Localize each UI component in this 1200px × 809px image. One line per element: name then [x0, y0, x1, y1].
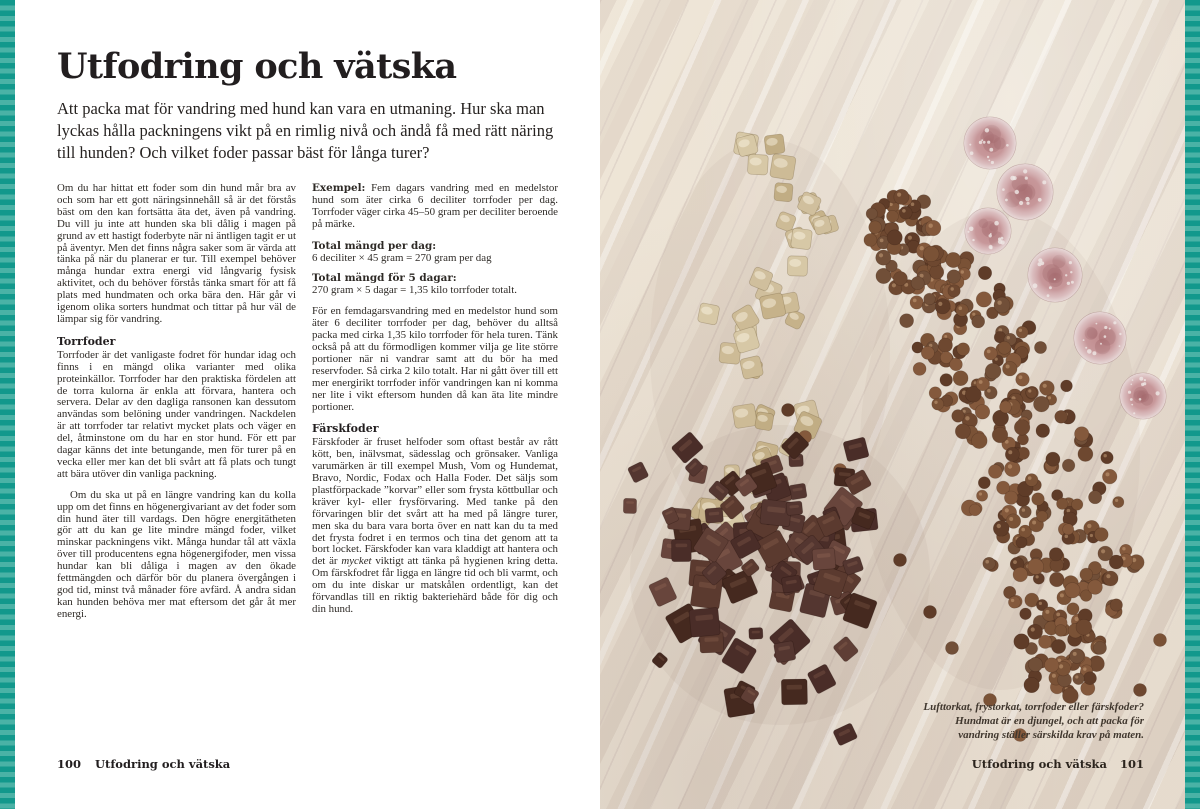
body-paragraph-5-emphasis: mycket	[341, 555, 372, 568]
total-for-trip-block	[312, 273, 558, 297]
right-page-number: 101	[1119, 757, 1144, 771]
caption-line-1: Lufttorkat, frystorkat, torrfoder eller färskfoder?	[923, 701, 1144, 713]
total-for-trip-label: Total mängd för 5 dagar:	[312, 272, 457, 285]
intro-paragraph: Att packa mat för vandring med hund kan vara en utmaning. Hur ska man lyckas hålla packningens vikt på en rimlig nivå och ändå få med rätt näring till hunden? Och vilket foder passar bäst för långa turer?	[57, 99, 554, 162]
dog-food-illustration	[600, 0, 1185, 809]
left-page-number: 100	[57, 757, 82, 771]
total-for-trip-value: 270 gram × 5 dagar = 1,35 kilo torrfoder totalt.	[312, 284, 517, 297]
total-per-day-block	[312, 241, 558, 265]
left-page-footer	[57, 757, 230, 771]
caption-line-2: Hundmat är en djungel, och att packa för	[955, 714, 1144, 727]
caption-line-3: vandring ställer särskilda krav på maten.	[958, 728, 1144, 741]
photo-caption	[844, 701, 1144, 742]
body-paragraph-1: Om du har hittat ett foder som din hund mår bra av och som har ett gott näringsinnehåll så är det förstås bäst om den kan fortsätta äta det, även på vandring. Du vill ju inte att hunden ska bli dålig i magen på grund av ett hastigt foderbyte när ni äntligen tagit er ut på äventyr. Men det finns några saker som är värda att tänka på när du planerar er tur. Till exempel behöver många hundar extra energi vid långvarig fysisk aktivitet, och du behöver förstås tänka smart för att få plats med hundmaten och orka bära den. Här går vi igenom olika sorters hundmat och tittar på hur väl de lämpar sig för vandring.	[57, 182, 296, 325]
body-paragraph-5-pre: Färskfoder är fruset helfoder som oftast består av rått kött, ben, inälvsmat, sädesslag och grönsaker. Vanliga varumärken är till exempel Mush, Vom og Hundemat, Bravo, Nordic, Fodax och Halla Foder. Det säljs som plastförpackade ”korvar” eller som frysta köttbullar och kräver kyl- eller frysförvaring. Med tanke på den förvaringen blir det svårt att ha med på längre turer, men ska du bara vara borta över en natt kan du ta med det frysta fodret i en termos och tina det genom att ta bort locket. Färskfoder kan vara kladdigt att hantera och det är	[312, 436, 558, 568]
section-heading-torrfoder: Torrfoder	[57, 334, 116, 348]
body-paragraph-5-post: viktigt att tänka på hygienen kring detta. Om färskfodret får ligga en längre tid och bli varmt, och om du inte diskar ur matskålen ordentligt, kan det förvandlas till en riktig bakteriehärd både för dig och din hund.	[312, 555, 558, 615]
left-page	[15, 0, 600, 809]
total-per-day-label: Total mängd per dag:	[312, 239, 437, 252]
right-page-footer	[972, 757, 1144, 771]
body-paragraph-4: För en femdagarsvandring med en medelstor hund som äter 6 deciliter torrfoder per dag, behöver du alltså packa med cirka 1,35 kilo torrfoder för hela turen. Tänk också på att du förmodligen kommer vilja ge lite större portioner när ni vandrar samt att du bör ha med reservfoder. Så cirka 2 kilo totalt. Har ni gått över till ett mer energirikt torrfoder inför vandringen kan ni komma ner lite i vikt eftersom hunden då kan äta lite mindre portioner.	[312, 305, 558, 413]
section-heading-farskfoder: Färskfoder	[312, 422, 379, 436]
body-paragraph-2: Torrfoder är det vanligaste fodret för hundar idag och finns i en mängd olika varianter med olika proteinkällor. Torrfoder har den praktiska fördelen att de torra kulorna är enkla att förvara, hantera och servera. Delar av den dagliga ransonen kan dessutom användas som belöning under vandringen. Nackdelen är att torrfoder tar relativt mycket plats och väger en del, åtminstone om du har en stor hund. För ett par dagar känns det inte betungande, men för turer på en vecka eller mer kan det bli svårt att få plats och tungt att bära utöver din vanliga packning.	[57, 348, 296, 480]
dog-food-photo	[600, 0, 1185, 809]
page-title: Utfodring och vätska	[57, 46, 457, 87]
right-chapter-title: Utfodring och vätska	[971, 757, 1107, 771]
text-column-2	[312, 183, 558, 616]
example-paragraph	[312, 183, 558, 231]
body-paragraph-5	[312, 437, 558, 616]
right-border-stripes	[1185, 0, 1200, 809]
text-column-1	[57, 183, 296, 621]
left-chapter-title: Utfodring och vätska	[95, 757, 231, 771]
total-per-day-value: 6 deciliter × 45 gram = 270 gram per dag	[312, 251, 492, 264]
example-text: Fem dagars vandring med en medelstor hund som äter cirka 6 deciliter torrfoder per dag. Torrfoder väger cirka 45–50 gram per deciliter beroende på märke.	[312, 182, 558, 230]
body-paragraph-3: Om du ska ut på en längre vandring kan du kolla upp om det finns en högenergivariant av det foder som din hund äter till vardags. Den högre energitätheten gör att du kan ge lite mindre mängd foder, vilket minskar packningens vikt. Många hundar tål att växla över till producentens egna högenergifoder, men vissa hundar kan bli dåliga i magen av den ökade fettmängden och därför bör du planera övergången i god tid, minst två månader före avfärd. Å andra sidan kan hunden behöva mer mat eftersom det går åt mer energi.	[57, 488, 296, 620]
left-border-stripes	[0, 0, 15, 809]
example-label: Exempel:	[312, 182, 366, 194]
